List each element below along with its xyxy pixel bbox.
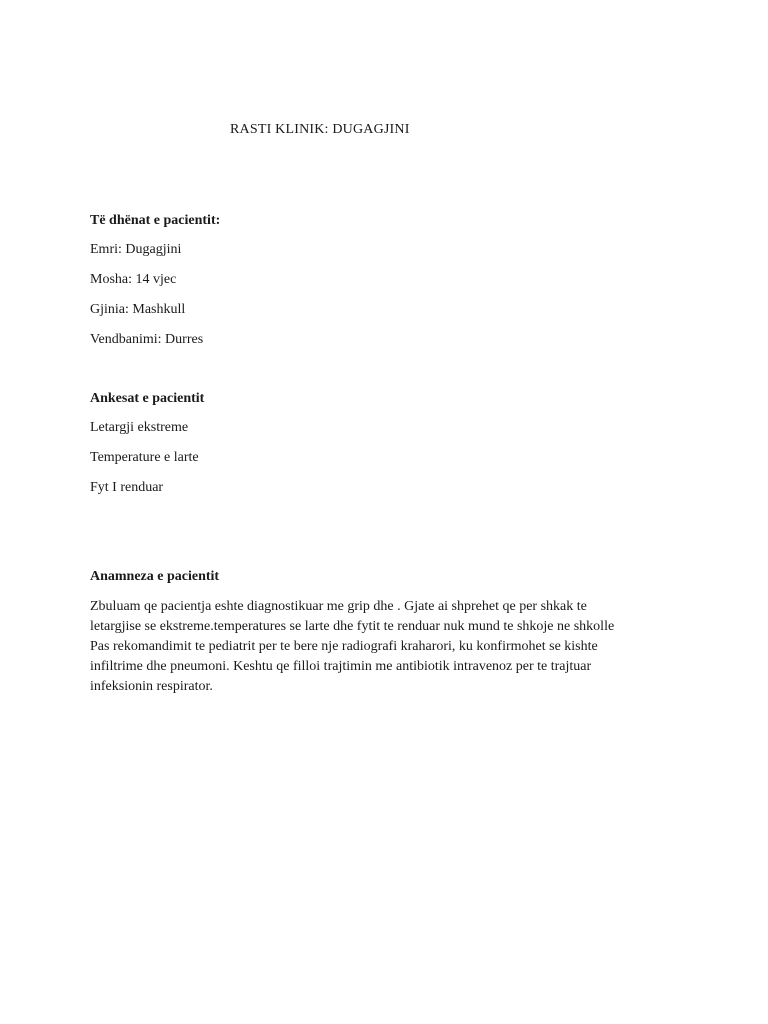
anamnesis-line: letargjise se ekstreme.temperatures se larte dhe fytit te renduar nuk mund te shkoje ne shkolle: [90, 619, 615, 634]
complaint-item: Temperature e larte: [90, 450, 199, 465]
anamnesis-section: [90, 568, 680, 697]
anamnesis-line: infiltrime dhe pneumoni. Keshtu qe filloi trajtimin me antibiotik intravenoz per te trajtuar: [90, 659, 592, 674]
patient-residence: Vendbanimi: Durres: [90, 332, 204, 347]
patient-gender: Gjinia: Mashkull: [90, 302, 186, 317]
document-title: RASTI KLINIK: DUGAGJINI: [230, 122, 410, 137]
complaints-heading: Ankesat e pacientit: [90, 391, 205, 406]
anamnesis-line: infeksionin respirator.: [90, 679, 213, 694]
patient-name: Emri: Dugagjini: [90, 242, 182, 257]
patient-data-section: [90, 212, 680, 361]
complaint-item: Letargji ekstreme: [90, 420, 189, 435]
anamnesis-heading: Anamneza e pacientit: [90, 569, 220, 584]
anamnesis-paragraph: [90, 597, 680, 697]
complaint-item: Fyt I renduar: [90, 480, 164, 495]
patient-age: Mosha: 14 vjec: [90, 272, 177, 287]
anamnesis-line: Pas rekomandimit te pediatrit per te bere nje radiografi kraharori, ku konfirmohet se kishte: [90, 639, 598, 654]
complaints-section: [90, 390, 680, 509]
anamnesis-line: Zbuluam qe pacientja eshte diagnostikuar me grip dhe . Gjate ai shprehet qe per shkak te: [90, 599, 587, 614]
patient-data-heading: Të dhënat e pacientit:: [90, 213, 221, 228]
